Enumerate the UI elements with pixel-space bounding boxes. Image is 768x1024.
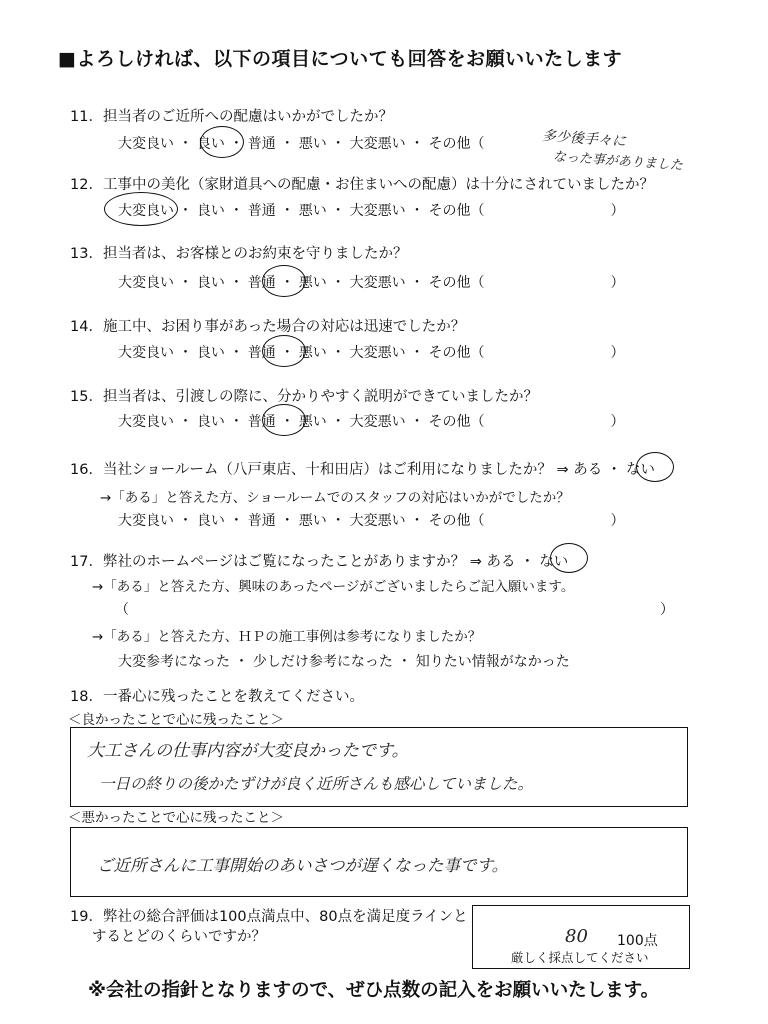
question-17-paren-open: （ (115, 602, 129, 618)
selected-answer-circle (104, 192, 178, 226)
question-19-line1: 19．弊社の総合評価は100点満点中、80点を満足度ラインと (70, 909, 468, 925)
question-19-line2: するとどのくらいですか？ (92, 929, 266, 945)
selected-answer-circle (550, 543, 588, 573)
handwritten-note-line1: 多少後手々に (541, 128, 627, 150)
score-handwritten: 80 (565, 926, 588, 947)
bad-comment-box (70, 827, 688, 897)
question-16: 16．当社ショールーム（八戸東店、十和田店）はご利用になりましたか？ ⇒ ある ・ ない (70, 462, 655, 478)
question-13: 13．担当者は、お客様とのお約束を守りましたか？ (70, 246, 408, 262)
question-13-options: 大変良い ・ 良い ・ 普通 ・ 悪い ・ 大変悪い ・ その他（ ） (118, 275, 625, 291)
question-17-sub2: →「ある」と答えた方、ＨＰの施工事例は参考になりましたか？ (92, 629, 482, 645)
good-comment-line2: 一日の終りの後かたずけが良く近所さんも感心していました。 (99, 775, 534, 793)
page-title: ■よろしければ、以下の項目についても回答をお願いいたします (58, 48, 623, 70)
question-17-paren-close: ） (660, 602, 674, 618)
question-12: 12．工事中の美化（家財道具への配慮・お住まいへの配慮）は十分にされていましたか？ (70, 177, 654, 193)
good-comment-box (70, 727, 688, 807)
question-17-options: 大変参考になった ・ 少しだけ参考になった ・ 知りたい情報がなかった (118, 654, 570, 670)
bad-section-label: ＜悪かったことで心に残ったこと＞ (68, 810, 284, 826)
question-16-options: 大変良い ・ 良い ・ 普通 ・ 悪い ・ 大変悪い ・ その他（ ） (118, 513, 625, 529)
question-14-options: 大変良い ・ 良い ・ 普通 ・ 悪い ・ 大変悪い ・ その他（ ） (118, 345, 625, 361)
score-box (472, 905, 690, 969)
footer-note: ※会社の指針となりますので、ぜひ点数の記入をお願いいたします。 (88, 980, 660, 1001)
handwritten-note-line2: なった事がありました (552, 149, 684, 174)
good-comment-line1: 大工さんの仕事内容が大変良かったです。 (87, 741, 409, 761)
question-17-sub1: →「ある」と答えた方、興味のあったページがございましたらご記入願います。 (92, 579, 575, 595)
question-15-options: 大変良い ・ 良い ・ 普通 ・ 悪い ・ 大変悪い ・ その他（ ） (118, 414, 625, 430)
question-17: 17．弊社のホームページはご覧になったことがありますか？ ⇒ ある ・ ない (70, 554, 569, 570)
question-18: 18．一番心に残ったことを教えてください。 (70, 689, 364, 705)
question-15: 15．担当者は、引渡しの際に、分かりやすく説明ができていましたか？ (70, 389, 538, 405)
question-14: 14．施工中、お困り事があった場合の対応は迅速でしたか？ (70, 319, 466, 335)
score-note: 厳しく採点してください (511, 950, 649, 965)
score-suffix: 100点 (617, 933, 658, 949)
selected-answer-circle (200, 126, 244, 158)
question-11: 11．担当者のご近所への配慮はいかがでしたか？ (70, 109, 393, 125)
question-12-options: 大変良い ・ 良い ・ 普通 ・ 悪い ・ 大変悪い ・ その他（ ） (118, 203, 625, 219)
bad-comment-line1: ご近所さんに工事開始のあいさつが遅くなった事です。 (97, 856, 509, 875)
question-16-sub: →「ある」と答えた方、ショールームでのスタッフの対応はいかがでしたか？ (100, 490, 570, 506)
selected-answer-circle (636, 452, 674, 482)
selected-answer-circle (262, 335, 306, 367)
selected-answer-circle (262, 404, 306, 436)
good-section-label: ＜良かったことで心に残ったこと＞ (68, 712, 284, 728)
selected-answer-circle (262, 265, 306, 297)
question-11-options: 大変良い ・ 良い ・ 普通 ・ 悪い ・ 大変悪い ・ その他（ (118, 136, 485, 152)
